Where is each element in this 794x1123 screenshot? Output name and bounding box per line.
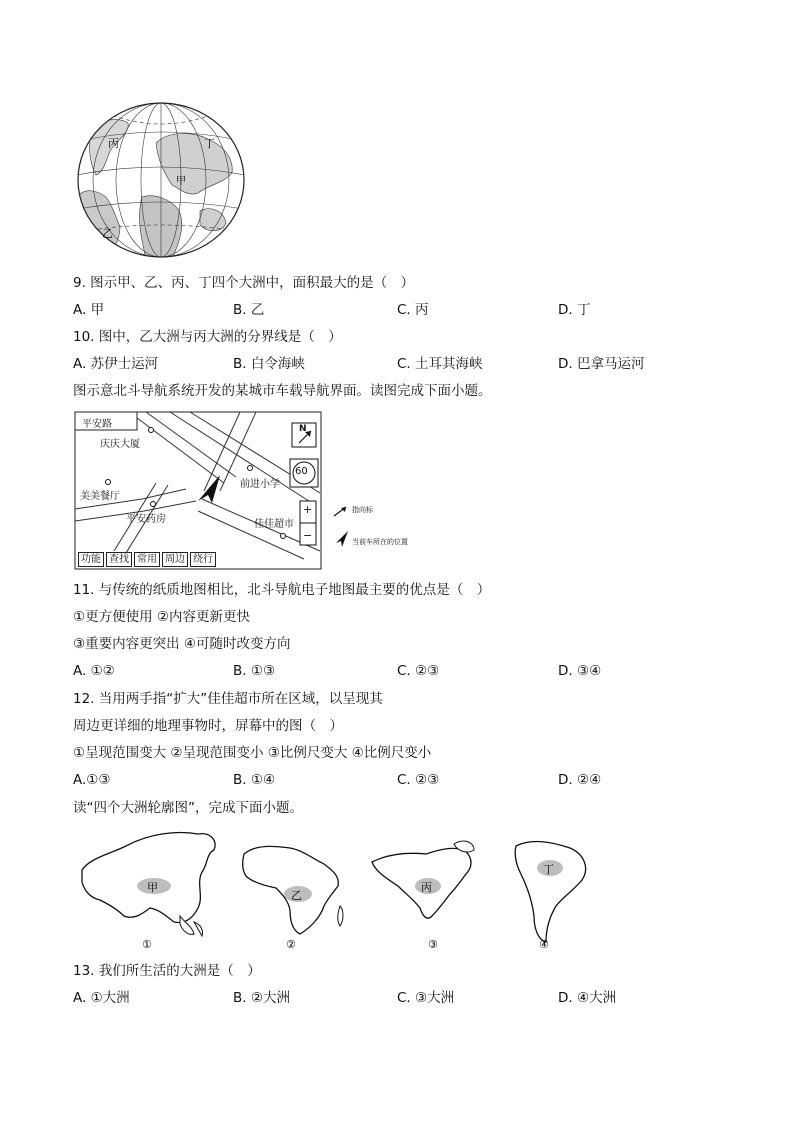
q13-option-c[interactable]: C. ③大洲 (397, 990, 455, 1006)
q11-statements-1: ①更方便使用 ②内容更新更快 (73, 609, 250, 625)
q11-option-a[interactable]: A. ①② (73, 663, 115, 679)
globe-label-ding: 丁 (204, 137, 215, 150)
nav-map (74, 411, 424, 571)
nav-place-meimei[interactable]: 美美餐厅 (80, 491, 120, 502)
q11-option-d[interactable]: D. ③④ (558, 663, 602, 679)
continents-figure (76, 824, 596, 956)
globe-label-yi: 乙 (102, 227, 113, 240)
q11-option-c[interactable]: C. ②③ (397, 663, 440, 679)
nav-button-search[interactable]: 查找 (106, 552, 132, 567)
continent-label-yi: 乙 (291, 889, 302, 902)
continent-label-jia: 甲 (147, 881, 158, 894)
q12-option-d[interactable]: D. ②④ (558, 772, 602, 788)
q9-option-c[interactable]: C. 丙 (397, 302, 429, 318)
nav-button-function[interactable]: 功能 (78, 552, 104, 567)
compass-icon[interactable]: N (299, 424, 307, 434)
q10-option-b[interactable]: B. 白令海峡 (233, 356, 305, 372)
nav-road-label: 平安路 (82, 419, 112, 430)
q10-option-a[interactable]: A. 苏伊士运河 (73, 356, 159, 372)
globe-label-bing: 丙 (108, 137, 119, 150)
nav-place-pingan[interactable]: 平安药房 (126, 514, 166, 525)
q13-option-b[interactable]: B. ②大洲 (233, 990, 290, 1006)
q11-statements-2: ③重要内容更突出 ④可随时改变方向 (73, 636, 291, 652)
q9-option-d[interactable]: D. 丁 (558, 302, 591, 318)
continents-intro: 读“四个大洲轮廓图”，完成下面小题。 (73, 800, 303, 816)
q13-stem: 13. 我们所生活的大洲是（ ） (73, 963, 261, 979)
nav-place-jiajia[interactable]: 佳佳超市 (254, 519, 294, 530)
q11-option-b[interactable]: B. ①③ (233, 663, 276, 679)
zoom-out-button[interactable]: − (303, 529, 313, 542)
q11-stem: 11. 与传统的纸质地图相比，北斗导航电子地图最主要的优点是（ ） (73, 582, 491, 598)
q12-stem-1: 12. 当用两手指“扩大”佳佳超市所在区域，以呈现其 (73, 691, 383, 707)
q9-option-a[interactable]: A. 甲 (73, 302, 105, 318)
continent-number-3: ③ (428, 938, 438, 951)
nav-place-qingqing[interactable]: 庆庆大厦 (100, 439, 140, 450)
q12-option-a[interactable]: A.①③ (73, 772, 111, 788)
q12-option-b[interactable]: B. ①④ (233, 772, 276, 788)
q12-options (73, 771, 713, 789)
continent-number-1: ① (142, 938, 152, 951)
globe-label-jia: 甲 (176, 176, 186, 187)
nav-place-qianjin[interactable]: 前进小学 (240, 479, 280, 490)
q13-options (73, 989, 713, 1007)
nav-button-bar (78, 552, 216, 567)
legend-car-label: 当前车所在的位置 (352, 538, 408, 546)
continent-label-ding: 丁 (543, 863, 554, 876)
q11-options (73, 662, 713, 680)
q9-stem: 9. 图示甲、乙、丙、丁四个大洲中，面积最大的是（ ） (73, 275, 415, 291)
q9-options (73, 301, 713, 319)
q13-option-d[interactable]: D. ④大洲 (558, 990, 617, 1006)
globe-figure (76, 101, 246, 259)
nav-intro: 图示意北斗导航系统开发的某城市车载导航界面。读图完成下面小题。 (73, 383, 492, 399)
continent-number-2: ② (286, 938, 296, 951)
q10-stem: 10. 图中，乙大洲与丙大洲的分界线是（ ） (73, 329, 342, 345)
nav-button-common[interactable]: 常用 (134, 552, 160, 567)
legend-pointer-label: 指向标 (352, 506, 373, 514)
nav-button-detour[interactable]: 绕行 (190, 552, 216, 567)
nav-button-nearby[interactable]: 周边 (162, 552, 188, 567)
q10-option-d[interactable]: D. 巴拿马运河 (558, 356, 645, 372)
q9-option-b[interactable]: B. 乙 (233, 302, 265, 318)
q13-option-a[interactable]: A. ①大洲 (73, 990, 130, 1006)
continent-number-4: ④ (539, 938, 549, 951)
speed-limit-sign: 60 (295, 466, 308, 477)
q12-statements: ①呈现范围变大 ②呈现范围变小 ③比例尺变大 ④比例尺变小 (73, 745, 432, 761)
q10-option-c[interactable]: C. 土耳其海峡 (397, 356, 483, 372)
q10-options (73, 355, 713, 373)
zoom-in-button[interactable]: + (303, 503, 313, 516)
q12-option-c[interactable]: C. ②③ (397, 772, 440, 788)
q12-stem-2: 周边更详细的地理事物时，屏幕中的图（ ） (73, 718, 343, 734)
continent-label-bing: 丙 (421, 881, 432, 894)
